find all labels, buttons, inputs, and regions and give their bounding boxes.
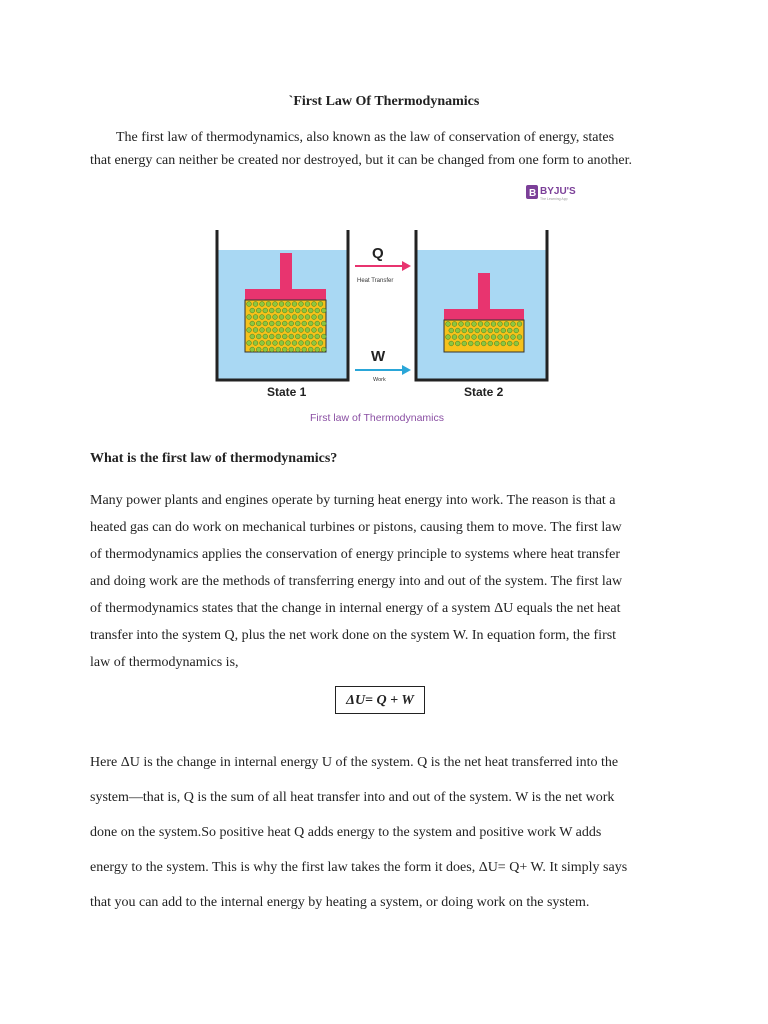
gas-particle: [253, 302, 258, 307]
gas-particle: [289, 321, 294, 326]
gas-particle: [465, 322, 470, 327]
gas-particle: [247, 341, 252, 346]
gas-particle: [514, 328, 519, 333]
gas-particle: [455, 341, 460, 346]
explanation-paragraph-2: [90, 745, 710, 920]
gas-particle: [266, 341, 271, 346]
gas-particle: [507, 341, 512, 346]
q-label: Q: [372, 245, 384, 262]
gas-particle: [321, 347, 326, 352]
gas-particle: [321, 334, 326, 339]
state1-container: [217, 230, 348, 380]
logo-text: BYJU'S: [540, 186, 576, 197]
paragraph-line: system—that is, Q is the sum of all heat transfer into and out of the system. W is the net work: [90, 790, 615, 805]
gas-particle: [263, 347, 268, 352]
state2-label: State 2: [464, 385, 504, 399]
gas-particle: [256, 334, 261, 339]
gas-particle: [273, 315, 278, 320]
gas-particle: [315, 321, 320, 326]
gas-particle: [305, 328, 310, 333]
gas-particle: [308, 347, 313, 352]
arrow-head-icon: [402, 365, 411, 375]
gas-particle: [488, 328, 493, 333]
intro-paragraph: [90, 126, 690, 172]
gas-particle: [260, 341, 265, 346]
state1-label: State 1: [267, 385, 307, 399]
gas-particle: [266, 315, 271, 320]
gas-particle: [292, 328, 297, 333]
gas-particle: [273, 341, 278, 346]
gas-particle: [302, 308, 307, 313]
state2-container: [416, 230, 547, 380]
gas-particle: [286, 315, 291, 320]
heat-transfer-arrow: [355, 245, 411, 284]
gas-particle: [299, 341, 304, 346]
gas-particle: [462, 341, 467, 346]
paragraph-line: Many power plants and engines operate by turning heat energy into work. The reason is that a: [90, 493, 616, 508]
gas-particle: [260, 328, 265, 333]
gas-particle: [446, 335, 451, 340]
gas-particle: [299, 302, 304, 307]
gas-particle: [459, 335, 464, 340]
gas-particle: [276, 347, 281, 352]
gas-particle: [501, 341, 506, 346]
gas-particle: [468, 341, 473, 346]
gas-particle: [312, 315, 317, 320]
gas-particle: [449, 328, 454, 333]
gas-particle: [286, 328, 291, 333]
gas-particle: [452, 322, 457, 327]
paragraph-line: of thermodynamics states that the change in internal energy of a system ΔU equals the net heat: [90, 601, 621, 616]
paragraph-line: Here ΔU is the change in internal energy U of the system. Q is the net heat transferred into the: [90, 755, 619, 770]
gas-particle: [247, 302, 252, 307]
gas-particle: [308, 321, 313, 326]
paragraph-line: done on the system.So positive heat Q adds energy to the system and positive work W adds: [90, 825, 602, 840]
gas-particle: [501, 328, 506, 333]
gas-particle: [286, 302, 291, 307]
gas-particle: [279, 341, 284, 346]
gas-particle: [299, 315, 304, 320]
gas-particle: [266, 328, 271, 333]
gas-particle: [256, 321, 261, 326]
gas-particle: [253, 315, 258, 320]
gas-particle: [517, 322, 522, 327]
gas-particle: [498, 322, 503, 327]
gas-particle: [286, 341, 291, 346]
intro-line: that energy can neither be created nor destroyed, but it can be changed from one form to another.: [90, 153, 633, 168]
gas-particle: [260, 302, 265, 307]
gas-particle: [250, 347, 255, 352]
gas-particle: [279, 315, 284, 320]
gas-particle: [295, 308, 300, 313]
gas-particle: [308, 334, 313, 339]
gas-particle: [472, 335, 477, 340]
gas-particle: [452, 335, 457, 340]
gas-particle: [295, 347, 300, 352]
gas-particle: [478, 322, 483, 327]
gas-particle: [292, 341, 297, 346]
gas-particle: [282, 308, 287, 313]
gas-particle: [266, 302, 271, 307]
svg-text:B: B: [529, 188, 537, 199]
gas-particle: [494, 341, 499, 346]
gas-particle: [468, 328, 473, 333]
gas-particle: [318, 341, 323, 346]
gas-particle: [260, 315, 265, 320]
gas-particle: [312, 341, 317, 346]
gas-particle: [269, 334, 274, 339]
gas-particle: [305, 315, 310, 320]
gas-particle: [279, 302, 284, 307]
paragraph-line: heated gas can do work on mechanical turbines or pistons, causing them to move. The first law: [90, 520, 622, 535]
thermodynamics-figure: [200, 180, 590, 430]
gas-particle: [250, 308, 255, 313]
state2-piston: [444, 309, 524, 320]
gas-particle: [250, 334, 255, 339]
gas-particle: [289, 334, 294, 339]
work-arrow: [355, 348, 411, 383]
gas-particle: [465, 335, 470, 340]
gas-particle: [302, 347, 307, 352]
gas-particle: [299, 328, 304, 333]
paragraph-line: law of thermodynamics is,: [90, 655, 239, 670]
gas-particle: [511, 335, 516, 340]
gas-particle: [279, 328, 284, 333]
intro-line: The first law of thermodynamics, also known as the law of conservation of energy, states: [116, 130, 615, 145]
gas-particle: [282, 321, 287, 326]
gas-particle: [289, 308, 294, 313]
gas-particle: [276, 308, 281, 313]
gas-particle: [498, 335, 503, 340]
gas-particle: [472, 322, 477, 327]
gas-particle: [256, 347, 261, 352]
gas-particle: [511, 322, 516, 327]
gas-particle: [247, 315, 252, 320]
page-title: `First Law Of Thermodynamics: [288, 94, 480, 109]
gas-particle: [517, 335, 522, 340]
paragraph-line: energy to the system. This is why the first law takes the form it does, ΔU= Q+ W. It simply says: [90, 860, 628, 875]
gas-particle: [312, 302, 317, 307]
gas-particle: [273, 328, 278, 333]
paragraph-line: that you can add to the internal energy by heating a system, or doing work on the system.: [90, 895, 590, 910]
gas-particle: [295, 321, 300, 326]
gas-particle: [247, 328, 252, 333]
gas-particle: [318, 328, 323, 333]
gas-particle: [455, 328, 460, 333]
gas-particle: [282, 334, 287, 339]
gas-particle: [514, 341, 519, 346]
gas-particle: [488, 341, 493, 346]
gas-particle: [273, 302, 278, 307]
gas-particle: [305, 302, 310, 307]
gas-particle: [256, 308, 261, 313]
gas-particle: [263, 321, 268, 326]
gas-particle: [263, 334, 268, 339]
gas-particle: [485, 335, 490, 340]
gas-particle: [449, 341, 454, 346]
gas-particle: [481, 341, 486, 346]
work-label: Work: [373, 377, 386, 383]
gas-particle: [250, 321, 255, 326]
gas-particle: [459, 322, 464, 327]
gas-particle: [321, 308, 326, 313]
gas-particle: [289, 347, 294, 352]
arrow-head-icon: [402, 261, 411, 271]
gas-particle: [475, 341, 480, 346]
gas-particle: [302, 334, 307, 339]
gas-particle: [321, 321, 326, 326]
gas-particle: [269, 321, 274, 326]
gas-particle: [462, 328, 467, 333]
w-label: W: [371, 348, 386, 365]
formula-box: ΔU= Q + W: [335, 686, 425, 714]
gas-particle: [315, 334, 320, 339]
gas-particle: [504, 335, 509, 340]
gas-particle: [292, 315, 297, 320]
gas-particle: [478, 335, 483, 340]
paragraph-line: of thermodynamics applies the conservation of energy principle to systems where heat transfer: [90, 547, 621, 562]
gas-particle: [295, 334, 300, 339]
gas-particle: [315, 347, 320, 352]
gas-particle: [485, 322, 490, 327]
gas-particle: [315, 308, 320, 313]
gas-particle: [481, 328, 486, 333]
gas-particle: [276, 321, 281, 326]
state2-piston-rod: [478, 273, 490, 311]
gas-particle: [269, 308, 274, 313]
gas-particle: [292, 302, 297, 307]
gas-particle: [507, 328, 512, 333]
gas-particle: [504, 322, 509, 327]
gas-particle: [282, 347, 287, 352]
state1-piston: [245, 289, 326, 300]
gas-particle: [494, 328, 499, 333]
paragraph-line: and doing work are the methods of transferring energy into and out of the system. The first law: [90, 574, 623, 589]
gas-particle: [308, 308, 313, 313]
gas-particle: [318, 302, 323, 307]
gas-particle: [312, 328, 317, 333]
gas-particle: [276, 334, 281, 339]
logo-tagline: The Learning App: [540, 197, 568, 201]
gas-particle: [305, 341, 310, 346]
explanation-paragraph: [90, 487, 690, 676]
gas-particle: [475, 328, 480, 333]
gas-particle: [269, 347, 274, 352]
state1-piston-rod: [280, 253, 292, 291]
gas-particle: [491, 335, 496, 340]
gas-particle: [253, 328, 258, 333]
gas-particle: [318, 315, 323, 320]
gas-particle: [253, 341, 258, 346]
byjus-logo: [526, 185, 576, 201]
heat-transfer-label: Heat Transfer: [357, 278, 394, 284]
section-heading: What is the first law of thermodynamics?: [90, 451, 338, 466]
gas-particle: [263, 308, 268, 313]
gas-particle: [302, 321, 307, 326]
gas-particle: [491, 322, 496, 327]
gas-particle: [446, 322, 451, 327]
paragraph-line: transfer into the system Q, plus the net work done on the system W. In equation form, the first: [90, 628, 617, 643]
figure-caption: First law of Thermodynamics: [310, 412, 445, 424]
